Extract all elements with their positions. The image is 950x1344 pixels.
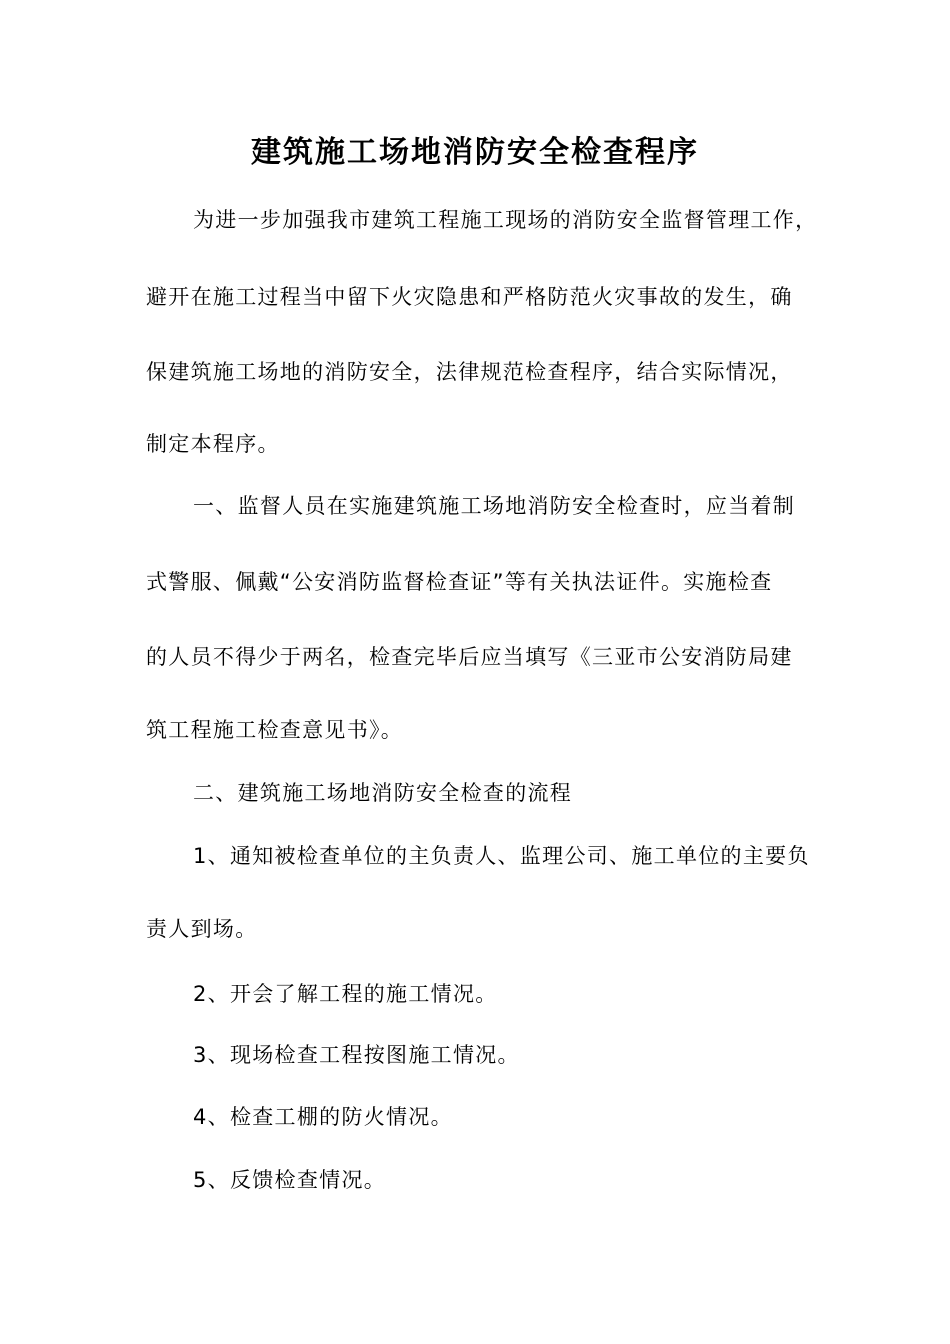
step-3: 3、现场检查工程按图施工情况。	[193, 1043, 520, 1067]
paragraph-1-line-3: 保建筑施工场地的消防安全，法律规范检查程序，结合实际情况，	[146, 360, 793, 384]
paragraph-2-line-2: 式警服、佩戴“公安消防监督检查证”等有关执法证件。实施检查	[146, 570, 773, 594]
step-1-line-2: 责人到场。	[146, 917, 258, 941]
step-2: 2、开会了解工程的施工情况。	[193, 982, 498, 1006]
section-heading: 二、建筑施工场地消防安全检查的流程	[193, 781, 573, 805]
paragraph-2-line-4: 筑工程施工检查意见书》。	[146, 718, 404, 742]
paragraph-1-line-2: 避开在施工过程当中留下火灾隐患和严格防范火灾事故的发生，确	[146, 285, 793, 309]
paragraph-1-line-4: 制定本程序。	[146, 432, 280, 456]
step-1-line-1: 1、通知被检查单位的主负责人、监理公司、施工单位的主要负	[193, 844, 810, 868]
step-5: 5、反馈检查情况。	[193, 1168, 387, 1192]
document-title: 建筑施工场地消防安全检查程序	[251, 135, 699, 170]
step-4: 4、检查工棚的防火情况。	[193, 1105, 453, 1129]
paragraph-1-line-1: 为进一步加强我市建筑工程施工现场的消防安全监督管理工作，	[193, 208, 818, 232]
paragraph-2-line-3: 的人员不得少于两名，检查完毕后应当填写《三亚市公安消防局建	[146, 645, 793, 669]
paragraph-2-line-1: 一、监督人员在实施建筑施工场地消防安全检查时，应当着制	[193, 494, 796, 518]
